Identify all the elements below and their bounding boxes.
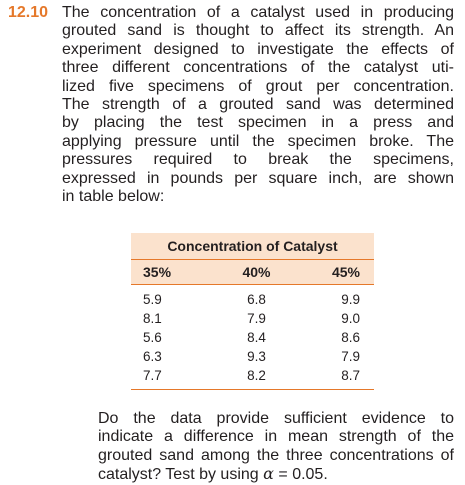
intro-line: three different concentrations of the catalyst uti- [62,59,454,77]
intro-line: pressures required to break the specimens, [62,151,454,169]
table-cell: 8.1 [143,311,162,326]
table-cell: 8.2 [247,368,266,383]
table-title: Concentration of Catalyst [131,233,374,260]
table-cell: 6.3 [143,349,162,364]
table-row [131,347,374,366]
table-cell: 9.0 [341,311,360,326]
alpha-symbol: α [263,464,274,484]
table-cell: 7.7 [143,368,162,383]
question-line: Do the data provide sufficient evidence to [98,410,454,427]
table-row [131,290,374,309]
table-cell: 8.7 [341,368,360,383]
question-last-line [62,465,454,484]
problem-number: 12.10 [8,4,49,21]
intro-line: grouted sand is thought to affect its strength. An [62,22,454,40]
intro-line: in table below: [62,188,165,206]
table-cell: 5.6 [143,330,162,345]
question-line: grouted sand among the three concentrations of [98,446,454,464]
alpha-value: = 0.05. [273,466,328,484]
column-header: 35% [143,264,172,280]
table-cell: 9.3 [247,349,266,364]
question-paragraph [62,410,454,485]
column-header: 45% [331,264,360,280]
intro-line: The strength of a grouted sand was determined [62,96,454,114]
table-cell: 5.9 [143,292,162,307]
intro-line: The concentration of a catalyst used in producing [62,4,454,21]
table-cell: 8.6 [341,330,360,345]
problem-intro-paragraph [62,4,454,206]
column-header: 40% [242,264,271,280]
table-header-row [131,260,374,285]
table-body [131,285,374,390]
table-cell: 7.9 [341,349,360,364]
table-cell: 8.4 [247,330,266,345]
intro-line: by placing the test specimen in a press and [62,114,454,132]
table-cell: 7.9 [247,311,266,326]
table-row [131,309,374,328]
intro-line: applying pressure until the specimen broke. The [62,132,454,150]
table-cell: 6.8 [247,292,266,307]
intro-line: expressed in pounds per square inch, are shown [62,169,454,187]
intro-line: lized five specimens of grout per concentration. [62,77,454,95]
intro-line: experiment designed to investigate the effects of [62,40,454,58]
table-cell: 9.9 [341,292,360,307]
question-line: indicate a difference in mean strength of the [98,428,454,446]
question-line: catalyst? Test by using [98,466,259,484]
table-row [131,366,374,385]
data-table [131,233,374,390]
table-row [131,328,374,347]
